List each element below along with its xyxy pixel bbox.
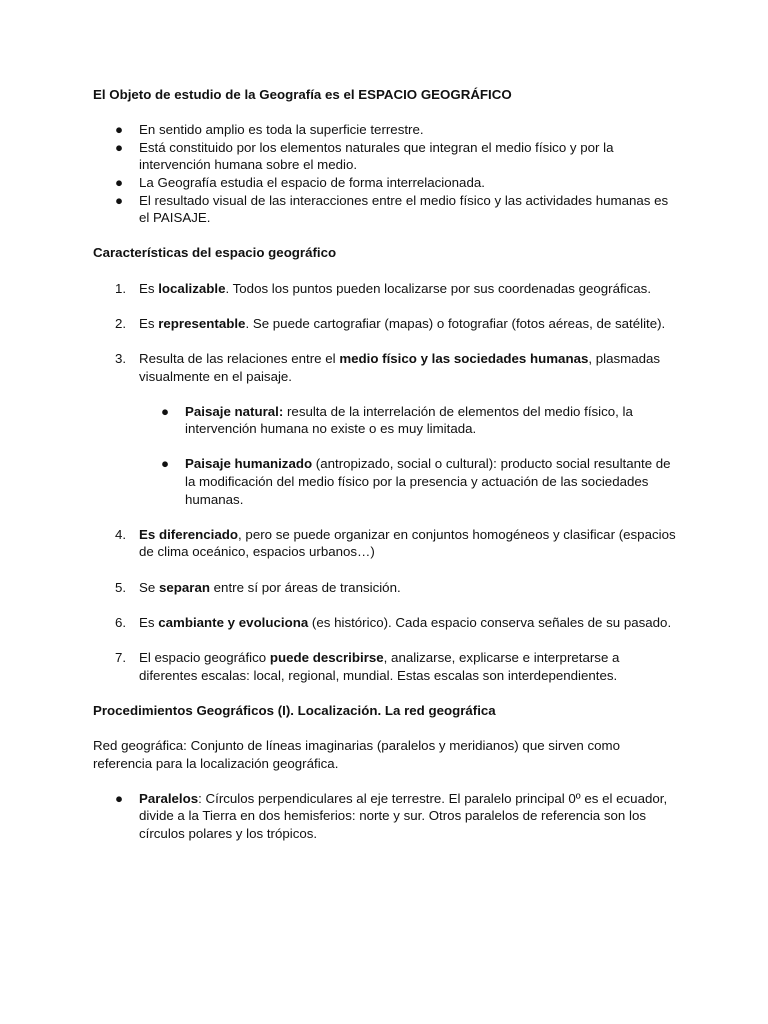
- landscape-types-list: [139, 403, 678, 509]
- characteristics-list: [93, 280, 678, 685]
- item-bold-text: Paralelos: [139, 790, 199, 806]
- list-item: [93, 579, 678, 597]
- list-number: 2.: [115, 315, 127, 331]
- final-bullet-list: [93, 790, 678, 843]
- item-bold-text: Paisaje humanizado: [185, 456, 313, 472]
- list-item: [93, 614, 678, 632]
- document-page: [93, 86, 678, 843]
- list-item-text: Está constituido por los elementos naturales que integran el medio físico y por la intervención humana sobre el medio.: [139, 139, 614, 173]
- item-text: Se: [139, 579, 159, 595]
- item-text: , pero se puede organizar en conjuntos homogéneos y clasificar (espacios de clima oceánico, espacios urbanos…): [139, 526, 676, 560]
- item-bold-text: localizable: [158, 280, 226, 296]
- item-text: entre sí por áreas de transición.: [209, 579, 401, 595]
- bullet-icon: ●: [115, 790, 124, 806]
- item-bold-text: representable: [158, 315, 246, 331]
- bullet-icon: ●: [115, 122, 124, 138]
- list-item-text: En sentido amplio es toda la superficie terrestre.: [139, 122, 424, 138]
- list-number: 6.: [115, 614, 127, 630]
- item-text: Es: [139, 280, 159, 296]
- item-text: . Todos los puntos pueden localizarse por sus coordenadas geográficas.: [225, 280, 652, 296]
- list-item: [139, 403, 678, 438]
- item-text: (antropizado, social o cultural): producto social resultante de la modificación del medio físico por la presencia y actuación de las sociedades humanas.: [185, 456, 671, 507]
- bullet-icon: ●: [115, 192, 124, 208]
- list-item: [139, 455, 678, 508]
- heading-objeto-estudio: El Objeto de estudio de la Geografía es el ESPACIO GEOGRÁFICO: [93, 87, 512, 102]
- item-text: , analizarse, explicarse e interpretarse a diferentes escalas: local, regional, mundial. Estas escalas son interdependientes.: [139, 650, 620, 683]
- item-text: : Círculos perpendiculares al eje terrestre. El paralelo principal 0º es el ecuador, divide a la Tierra en dos hemisferios: norte y sur. Otros paralelos de referencia son los círculos polares y los trópicos.: [139, 790, 668, 841]
- item-bold-text: Es diferenciado: [139, 526, 239, 542]
- item-text: Es: [139, 315, 159, 331]
- item-text: Es: [139, 614, 159, 630]
- item-bold-text: medio físico y las sociedades humanas: [339, 350, 589, 366]
- list-number: 1.: [115, 280, 127, 296]
- list-item: [93, 315, 678, 333]
- item-text: Resulta de las relaciones entre el: [139, 350, 340, 366]
- list-item: [93, 121, 678, 139]
- list-item-text: El resultado visual de las interacciones entre el medio físico y las actividades humanas es el PAISAJE.: [139, 192, 669, 226]
- item-text: . Se puede cartografiar (mapas) o fotografiar (fotos aéreas, de satélite).: [245, 315, 666, 331]
- bullet-icon: ●: [161, 403, 170, 419]
- list-number: 7.: [115, 650, 127, 665]
- list-number: 5.: [115, 579, 127, 595]
- list-number: 3.: [115, 350, 127, 366]
- list-item: [93, 139, 678, 174]
- list-number: 4.: [115, 526, 127, 542]
- bullet-icon: ●: [115, 139, 124, 155]
- list-item: [93, 192, 678, 227]
- item-text: , plasmadas visualmente en el paisaje.: [139, 350, 661, 384]
- bullet-icon: ●: [115, 174, 124, 190]
- item-bold-text: Paisaje natural:: [185, 403, 284, 419]
- list-item: [93, 174, 678, 192]
- intro-bullet-list: [93, 121, 678, 227]
- bullet-icon: ●: [161, 456, 170, 472]
- list-item: [93, 280, 678, 298]
- heading-procedimientos: Procedimientos Geográficos (I). Localización. La red geográfica: [93, 702, 496, 718]
- list-item: [93, 649, 678, 684]
- item-bold-text: puede describirse: [269, 650, 384, 665]
- item-bold-text: cambiante y evoluciona: [158, 614, 309, 630]
- item-text: El espacio geográfico: [139, 650, 270, 665]
- item-text: resulta de la interrelación de elementos del medio físico, la intervención humana no existe o es muy limitada.: [185, 403, 633, 437]
- item-bold-text: separan: [158, 579, 210, 595]
- list-item: [93, 350, 678, 508]
- heading-caracteristicas: Características del espacio geográfico: [93, 245, 337, 261]
- list-item: [93, 790, 678, 843]
- list-item: [93, 526, 678, 561]
- list-item-text: La Geografía estudia el espacio de forma interrelacionada.: [139, 174, 485, 190]
- red-geografica-definition: Red geográfica: Conjunto de líneas imaginarias (paralelos y meridianos) que sirven como referencia para la localización geográfica.: [93, 737, 620, 771]
- item-text: (es histórico). Cada espacio conserva señales de su pasado.: [308, 614, 672, 630]
